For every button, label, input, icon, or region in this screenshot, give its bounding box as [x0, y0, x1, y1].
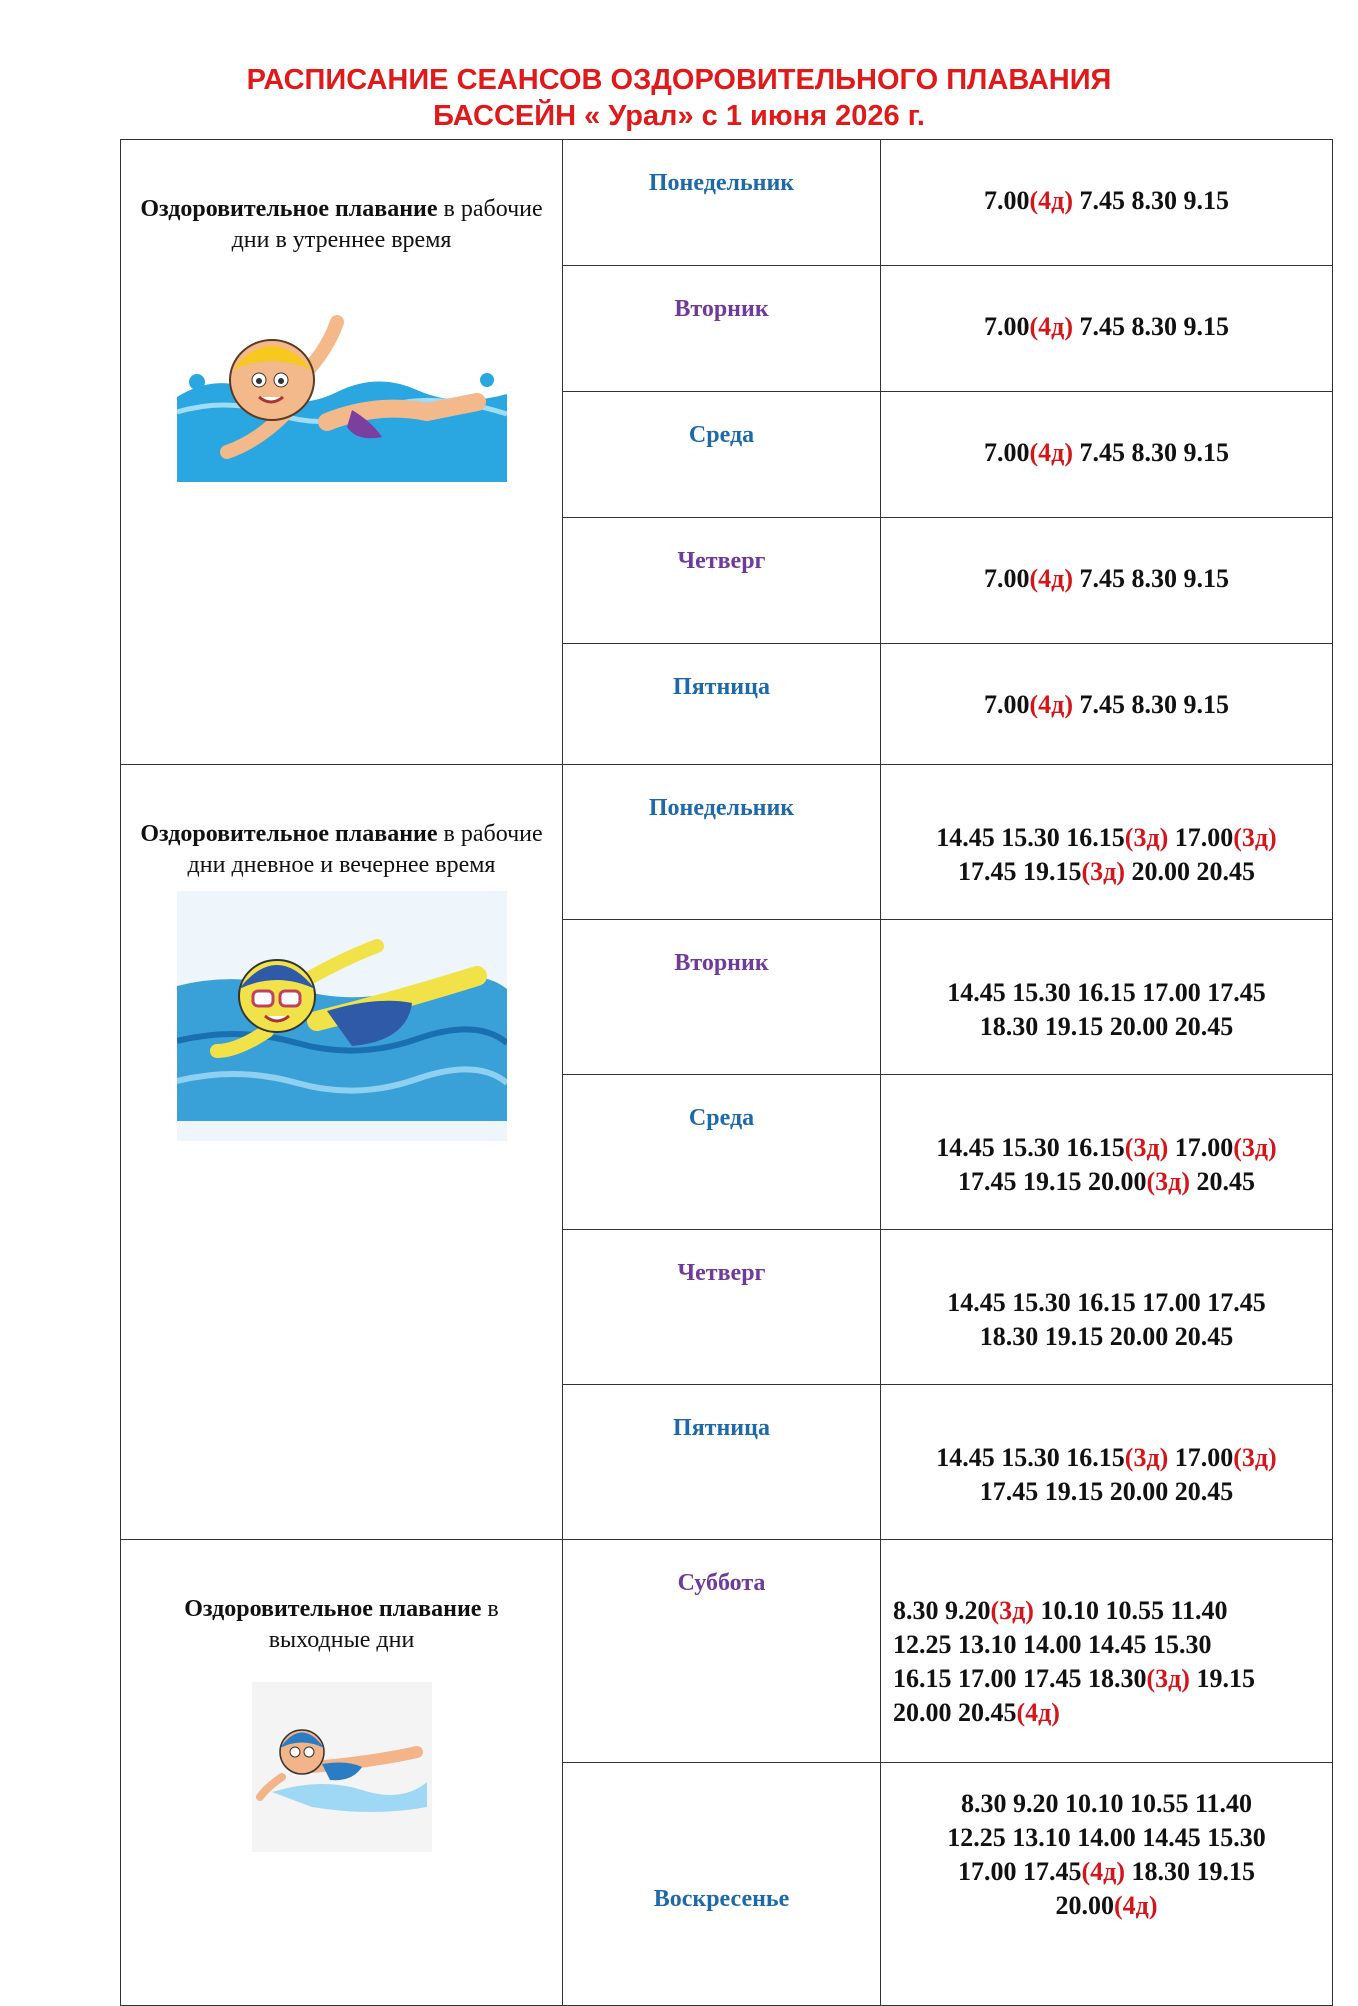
session-time: 7.45 8.30 9.15 [1072, 312, 1229, 341]
session-times [881, 1763, 1333, 2006]
session-time: 7.00 [984, 690, 1030, 719]
session-tag: (3д) [1146, 1664, 1190, 1693]
day-name: Суббота [563, 1540, 881, 1763]
session-times-line [881, 562, 1332, 596]
session-time: 7.45 8.30 9.15 [1072, 186, 1229, 215]
session-tag: (3д) [1233, 823, 1277, 852]
day-name: Понедельник [563, 765, 881, 920]
session-tag: (3д) [990, 1596, 1034, 1625]
session-time: 7.45 8.30 9.15 [1072, 564, 1229, 593]
day-name: Четверг [563, 1230, 881, 1385]
illustration [121, 1682, 562, 1852]
session-tag: (4д) [1114, 1891, 1158, 1920]
session-times [881, 920, 1333, 1075]
page-title: РАСПИСАНИЕ СЕАНСОВ ОЗДОРОВИТЕЛЬНОГО ПЛАВАНИЯ [246, 64, 1112, 96]
swimming-kid-icon [252, 1682, 432, 1852]
session-time: 8.30 9.20 10.10 10.55 11.40 [960, 1789, 1253, 1818]
category-cell [121, 765, 563, 1540]
session-time: 17.45 19.15 20.00 [958, 1167, 1147, 1196]
day-name: Понедельник [563, 140, 881, 266]
session-times-line [881, 436, 1332, 470]
session-tag: (4д) [1029, 564, 1073, 593]
illustration [121, 302, 562, 482]
session-time: 7.00 [984, 564, 1030, 593]
session-times [881, 266, 1333, 392]
swimming-girl-icon [177, 891, 507, 1141]
session-time: 14.45 15.30 16.15 17.00 17.45 [947, 1288, 1266, 1317]
session-tag: (4д) [1029, 312, 1073, 341]
session-time: 8.30 9.20 [893, 1596, 991, 1625]
category-label-rest: в рабочие дни в утреннее время [231, 196, 543, 253]
session-times [881, 1075, 1333, 1230]
session-time: 17.45 19.15 20.00 20.45 [979, 1477, 1234, 1506]
session-time: 17.00 [1168, 1443, 1234, 1472]
session-time: 12.25 13.10 14.00 14.45 15.30 [947, 1823, 1266, 1852]
session-times [881, 765, 1333, 920]
category-label-rest: в выходные дни [268, 1596, 499, 1653]
category-label-bold: Оздоровительное плавание [140, 821, 438, 847]
session-time: 18.30 19.15 20.00 20.45 [979, 1322, 1234, 1351]
day-name: Среда [563, 1075, 881, 1230]
session-tag: (4д) [1029, 186, 1073, 215]
session-time: 20.00 [1055, 1891, 1115, 1920]
session-time: 12.25 13.10 14.00 14.45 15.30 [893, 1630, 1212, 1659]
schedule-row [121, 765, 1333, 920]
category-label [121, 819, 562, 881]
session-tag: (3д) [1146, 1167, 1190, 1196]
session-time: 20.00 20.45 [1124, 857, 1255, 886]
session-time: 10.10 10.55 11.40 [1033, 1596, 1228, 1625]
day-name: Вторник [563, 920, 881, 1075]
session-time: 14.45 15.30 16.15 [936, 1443, 1125, 1472]
session-tag: (3д) [1124, 1133, 1169, 1162]
session-time: 7.00 [984, 312, 1030, 341]
session-times-line [881, 855, 1332, 889]
session-times-line [893, 1696, 1332, 1730]
category-cell [121, 140, 563, 765]
day-name: Среда [563, 392, 881, 518]
category-cell [121, 1540, 563, 2006]
day-name: Пятница [563, 1385, 881, 1540]
session-time: 17.00 17.45 [958, 1857, 1082, 1886]
session-tag: (3д) [1233, 1443, 1277, 1472]
session-time: 14.45 15.30 16.15 [936, 1133, 1125, 1162]
page-subtitle: БАССЕЙН « Урал» с 1 июня 2026 г. [433, 100, 925, 132]
session-time: 18.30 19.15 20.00 20.45 [979, 1012, 1234, 1041]
category-label-bold: Оздоровительное плавание [140, 196, 438, 222]
session-times [881, 140, 1333, 266]
session-times [881, 644, 1333, 765]
session-times-line [881, 1165, 1332, 1199]
schedule-row [121, 140, 1333, 266]
session-time: 17.45 19.15 [958, 857, 1082, 886]
schedule-row [121, 1540, 1333, 1763]
session-times-line [893, 1594, 1332, 1628]
session-tag: (4д) [1081, 1857, 1125, 1886]
session-times-line [881, 1821, 1332, 1855]
schedule-table [120, 139, 1333, 2006]
session-tag: (4д) [1029, 438, 1073, 467]
category-label [121, 1594, 562, 1656]
session-times-line [881, 184, 1332, 218]
session-times-line [881, 1889, 1332, 1923]
session-times [881, 392, 1333, 518]
session-tag: (4д) [1029, 690, 1073, 719]
session-time: 7.45 8.30 9.15 [1072, 690, 1229, 719]
session-times [881, 1230, 1333, 1385]
category-label-rest: в рабочие дни дневное и вечернее время [187, 821, 543, 878]
session-time: 7.00 [984, 186, 1030, 215]
session-time: 20.00 20.45 [893, 1698, 1017, 1727]
session-time: 17.00 [1168, 1133, 1234, 1162]
session-times [881, 518, 1333, 644]
day-name: Четверг [563, 518, 881, 644]
day-name: Вторник [563, 266, 881, 392]
session-tag: (3д) [1081, 857, 1125, 886]
session-time: 7.00 [984, 438, 1030, 467]
session-tag: (3д) [1124, 823, 1169, 852]
session-tag: (3д) [1233, 1133, 1277, 1162]
session-times-line [881, 1286, 1332, 1320]
day-name: Воскресенье [563, 1763, 881, 2006]
session-times-line [881, 310, 1332, 344]
illustration [121, 891, 562, 1141]
category-label-bold: Оздоровительное плавание [184, 1596, 482, 1622]
session-times-line [881, 1475, 1332, 1509]
session-time: 20.45 [1189, 1167, 1255, 1196]
session-times-line [893, 1662, 1332, 1696]
session-time: 18.30 19.15 [1124, 1857, 1255, 1886]
session-time: 14.45 15.30 16.15 17.00 17.45 [947, 978, 1266, 1007]
session-time: 17.00 [1168, 823, 1234, 852]
session-times-line [881, 976, 1332, 1010]
session-times [881, 1540, 1333, 1763]
session-times-line [881, 821, 1332, 855]
session-time: 16.15 17.00 17.45 18.30 [893, 1664, 1147, 1693]
session-times-line [881, 1855, 1332, 1889]
session-times-line [881, 1320, 1332, 1354]
session-times-line [881, 1787, 1332, 1821]
session-time: 14.45 15.30 16.15 [936, 823, 1125, 852]
session-times-line [881, 1131, 1332, 1165]
session-times-line [881, 1010, 1332, 1044]
day-name: Пятница [563, 644, 881, 765]
session-tag: (4д) [1016, 1698, 1060, 1727]
session-times-line [881, 1441, 1332, 1475]
session-times [881, 1385, 1333, 1540]
session-times-line [881, 688, 1332, 722]
session-tag: (3д) [1124, 1443, 1169, 1472]
session-time: 7.45 8.30 9.15 [1072, 438, 1229, 467]
category-label [121, 194, 562, 256]
session-times-line [893, 1628, 1332, 1662]
swimming-boy-icon [177, 302, 507, 482]
session-time: 19.15 [1189, 1664, 1255, 1693]
